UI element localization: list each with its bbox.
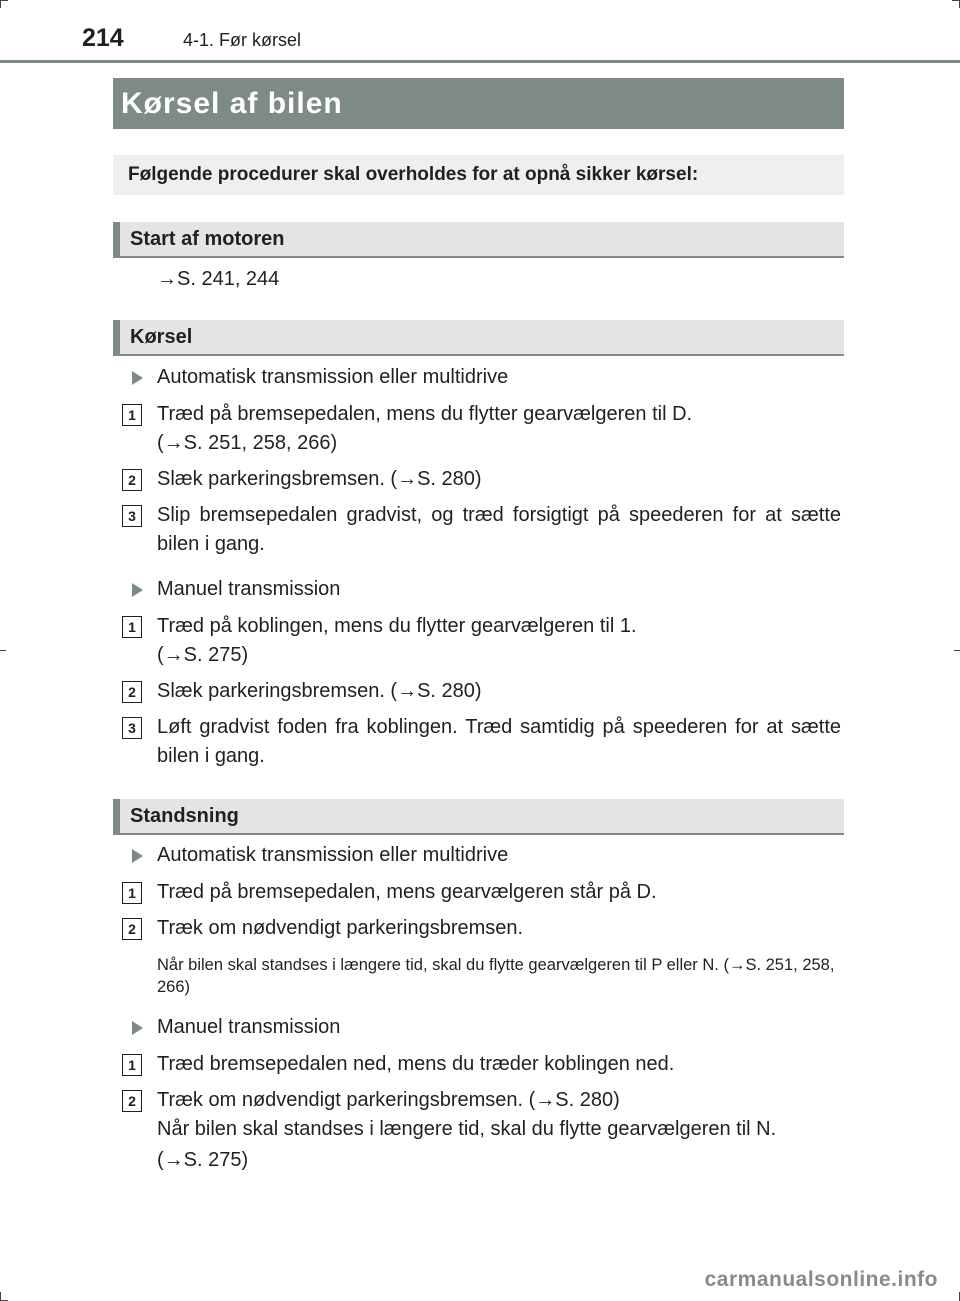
triangle-bullet-icon [132,849,143,863]
driving-manual-step-1-ref: (→S. 275) [157,644,249,666]
step-number-badge: 1 [122,882,142,904]
lead-text: Følgende procedurer skal overholdes for at opnå sikker kørsel: [128,164,699,185]
stopping-auto-step-2: Træk om nødvendigt parkeringsbremsen. [157,917,524,939]
stopping-manual-step-2: Træk om nødvendigt parkeringsbremsen. (→S. 280) [157,1089,620,1111]
step-number-badge: 1 [122,404,142,426]
step-number-badge: 2 [122,1090,142,1112]
subheading-driving [113,320,844,356]
stopping-manual-step-2-ref: (→S. 275) [157,1149,249,1171]
stopping-manual-step-2-note: Når bilen skal standses i længere tid, skal du flytte gearvælgeren til N. [157,1118,777,1140]
step-number-badge: 3 [122,505,142,527]
driving-auto-step-1: Træd på bremsepedalen, mens du flytter gearvælgeren til D. [157,403,693,425]
subheading-stopping [113,799,844,835]
stopping-manual-label: Manuel transmission [157,1016,341,1038]
section-reference: 4-1. Før kørsel [183,30,302,50]
driving-auto-step-2: Slæk parkeringsbremsen. (→S. 280) [157,468,482,490]
driving-manual-step-1: Træd på koblingen, mens du flytter gearvælgeren til 1. [157,615,637,637]
driving-auto-label: Automatisk transmission eller multidrive [157,366,509,388]
stopping-auto-step-1: Træd på bremsepedalen, mens gearvælgeren står på D. [157,881,657,903]
step-number-badge: 3 [122,717,142,739]
stopping-auto-note: Når bilen skal standses i længere tid, skal du flytte gearvælgeren til P eller N. (→S. 251, 258, 266) [157,956,835,996]
subheading-start-label: Start af motoren [130,228,285,250]
page-number: 214 [82,24,124,52]
crop-mark [0,0,8,1]
start-reference: →S. 241, 244 [157,268,280,290]
driving-manual-step-3: Løft gradvist foden fra koblingen. Træd samtidig på speederen for at sætte bilen i gang. [157,716,841,767]
subheading-start [113,222,844,258]
stopping-manual-step-1: Træd bremsepedalen ned, mens du træder koblingen ned. [157,1053,675,1075]
crop-mark [0,650,6,651]
step-number-badge: 2 [122,469,142,491]
page-title: Kørsel af bilen [121,87,343,120]
triangle-bullet-icon [132,583,143,597]
crop-mark [954,650,960,651]
driving-manual-step-2: Slæk parkeringsbremsen. (→S. 280) [157,680,482,702]
step-number-badge: 1 [122,616,142,638]
driving-auto-step-1-ref: (→S. 251, 258, 266) [157,432,338,454]
triangle-bullet-icon [132,371,143,385]
crop-mark [0,0,1,8]
triangle-bullet-icon [132,1021,143,1035]
title-band [113,78,844,129]
driving-manual-label: Manuel transmission [157,578,341,600]
step-number-badge: 2 [122,918,142,940]
driving-auto-step-3: Slip bremsepedalen gradvist, og træd forsigtigt på speederen for at sætte bilen i gang. [157,504,841,555]
lead-band [113,155,844,195]
step-number-badge: 2 [122,681,142,703]
header-rule [0,60,960,63]
subheading-stopping-label: Standsning [130,805,239,827]
watermark: carmanualsonline.info [704,1268,938,1291]
step-number-badge: 1 [122,1054,142,1076]
stopping-auto-label: Automatisk transmission eller multidrive [157,844,509,866]
subheading-driving-label: Kørsel [130,326,193,348]
